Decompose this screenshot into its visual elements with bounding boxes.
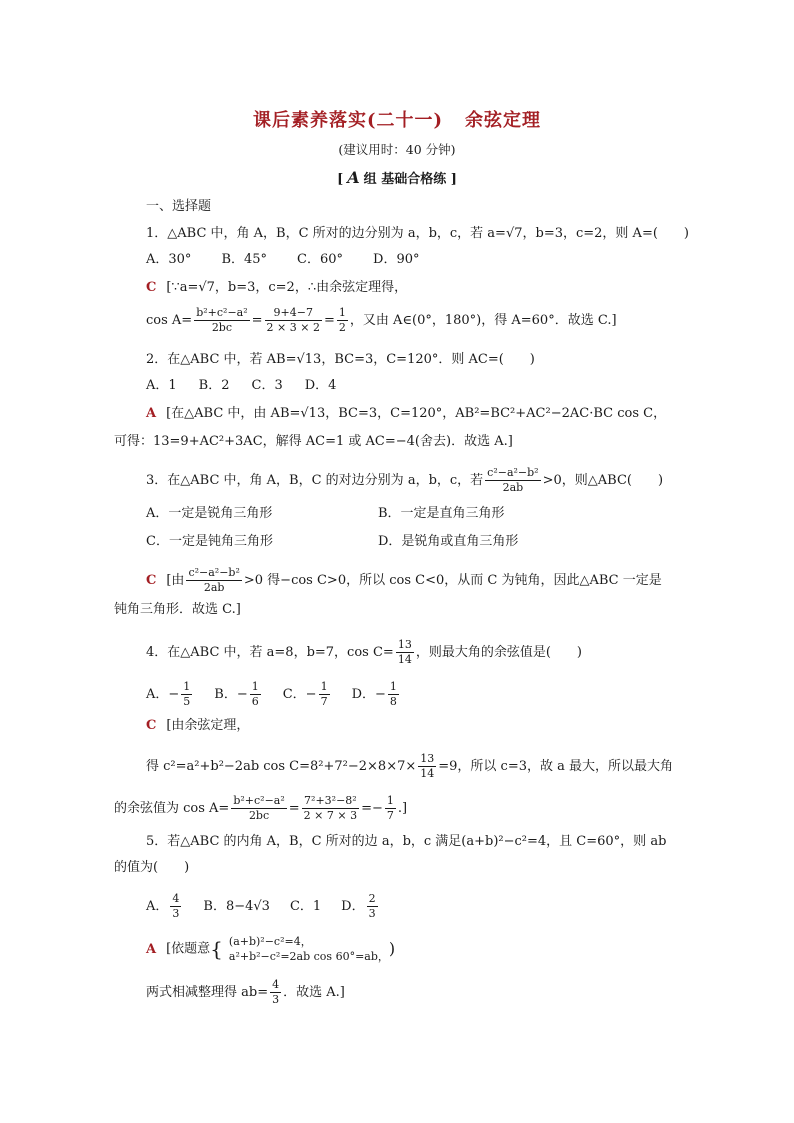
fraction: $\frac{\text{7²+3²−8²}}{2 \times 7 \times 3}$	[303, 794, 358, 822]
q2-options: A．1 B．2 C．3 D．4	[146, 378, 337, 393]
q3-option-d: D．是锐角或直角三角形	[378, 534, 519, 549]
fraction: $\frac{9+4-7}{2 \times 3 \times 2}$	[266, 306, 320, 334]
fraction: $\frac{\text{c²−a²−b²}}{2ab}$	[188, 566, 240, 594]
q3-option-a: A．一定是锐角三角形	[146, 506, 273, 521]
title-subtitle: 余弦定理	[465, 110, 542, 131]
time-suggestion: (建议用时：40 分钟)	[338, 142, 456, 157]
q1-solution-2: cos A= $\frac{\text{b²+c²−a²}}{2bc}$ = $\frac{9+4-7}{2 \times 3 \times 2}$ = $\frac{1}{2}$ ，又由 A∈(0°，180°)，得 A=60°．故选 C.]	[146, 306, 617, 334]
fraction: $\frac{\text{c²−a²−b²}}{2ab}$	[487, 466, 539, 494]
fraction: $\frac{1}{6}$	[251, 680, 259, 708]
answer-letter: A	[146, 406, 157, 421]
fraction: $\frac{1}{7}$	[386, 794, 394, 822]
q3-solution-2: 钝角三角形．故选 C.]	[114, 602, 241, 617]
q1-solution-1: C [∵a=√7，b=3，c=2，∴由余弦定理得，	[146, 280, 408, 295]
fraction: $\frac{\text{b²+c²−a²}}{2bc}$	[196, 306, 248, 334]
section-heading: 一、选择题	[146, 199, 212, 214]
equation-system: (a+b)²−c²=4， a²+b²−c²=2ab cos 60°=ab，	[228, 935, 389, 963]
group-heading: [ A 组 基础合格练 ]	[337, 168, 457, 187]
fraction: $\frac{4}{3}$	[172, 892, 180, 920]
q5-stem-1: 5．若△ABC 的内角 A，B，C 所对的边 a，b，c 满足(a+b)²−c²=4，且 C=60°，则 ab	[146, 834, 667, 849]
q4-options: A．− $\frac{1}{5}$ B．− $\frac{1}{6}$ C．− $\frac{1}{7}$ D．− $\frac{1}{8}$	[146, 680, 397, 708]
q5-options: A． $\frac{4}{3}$ B．8−4√3 C．1 D． $\frac{2}{3}$	[146, 892, 376, 920]
q1-options: A．30° B．45° C．60° D．90°	[146, 252, 420, 267]
q3-solution-1: C [由 $\frac{\text{c²−a²−b²}}{2ab}$ >0 得−cos C>0，所以 cos C<0，从而 C 为钝角，因此△ABC 一定是	[146, 566, 662, 594]
q3-option-c: C．一定是钝角三角形	[146, 534, 273, 549]
fraction: $\frac{13}{14}$	[397, 638, 412, 666]
q2-stem: 2．在△ABC 中，若 AB=√13，BC=3，C=120°．则 AC=( )	[146, 352, 535, 367]
group-badge: A	[347, 168, 360, 187]
q2-solution-2: 可得：13=9+AC²+3AC，解得 AC=1 或 AC=−4(舍去)．故选 A.]	[114, 434, 513, 449]
fraction: $\frac{1}{2}$	[338, 306, 346, 334]
q5-solution-2: 两式相减整理得 ab= $\frac{4}{3}$ ．故选 A.]	[146, 978, 345, 1006]
q3-option-b: B．一定是直角三角形	[378, 506, 505, 521]
title-main: 课后素养落实(二十一)	[252, 110, 444, 131]
q4-solution-3: 的余弦值为 cos A= $\frac{\text{b²+c²−a²}}{2bc}$ = $\frac{\text{7²+3²−8²}}{2 \times 7 \times 3}$ =− $\frac{1}{7}$ .]	[114, 794, 408, 822]
fraction: $\frac{1}{7}$	[320, 680, 328, 708]
q2-solution-1: A [在△ABC 中，由 AB=√13，BC=3，C=120°，AB²=BC²+AC²−2AC·BC cos C，	[146, 406, 667, 421]
q5-stem-2: 的值为( )	[114, 860, 190, 875]
q4-stem: 4．在△ABC 中，若 a=8，b=7，cos C= $\frac{13}{14}$ ，则最大角的余弦值是( )	[146, 638, 582, 666]
q4-solution-2: 得 c²=a²+b²−2ab cos C=8²+7²−2×8×7× $\frac{13}{14}$ =9，所以 c=3，故 a 最大，所以最大角	[146, 752, 674, 780]
q4-solution-1: C [由余弦定理，	[146, 718, 250, 733]
q3-stem: 3．在△ABC 中，角 A，B，C 的对边分别为 a，b，c，若 $\frac{\text{c²−a²−b²}}{2ab}$ >0，则△ABC( )	[146, 466, 664, 494]
fraction: $\frac{13}{14}$	[420, 752, 435, 780]
q1-stem: 1．△ABC 中，角 A，B，C 所对的边分别为 a，b，c，若 a=√7，b=3，c=2，则 A=( )	[146, 226, 689, 241]
answer-letter: A	[146, 941, 157, 957]
fraction: $\frac{1}{5}$	[183, 680, 191, 708]
fraction: $\frac{\text{b²+c²−a²}}{2bc}$	[233, 794, 285, 822]
answer-letter: C	[146, 718, 157, 733]
fraction: $\frac{2}{3}$	[368, 892, 376, 920]
q5-solution-1: A [依题意{ (a+b)²−c²=4， a²+b²−c²=2ab cos 60°=ab， )	[146, 935, 396, 963]
fraction: $\frac{4}{3}$	[272, 978, 280, 1006]
answer-letter: C	[146, 280, 157, 295]
fraction: $\frac{1}{8}$	[389, 680, 397, 708]
page-title	[0, 106, 794, 132]
answer-letter: C	[146, 573, 157, 588]
